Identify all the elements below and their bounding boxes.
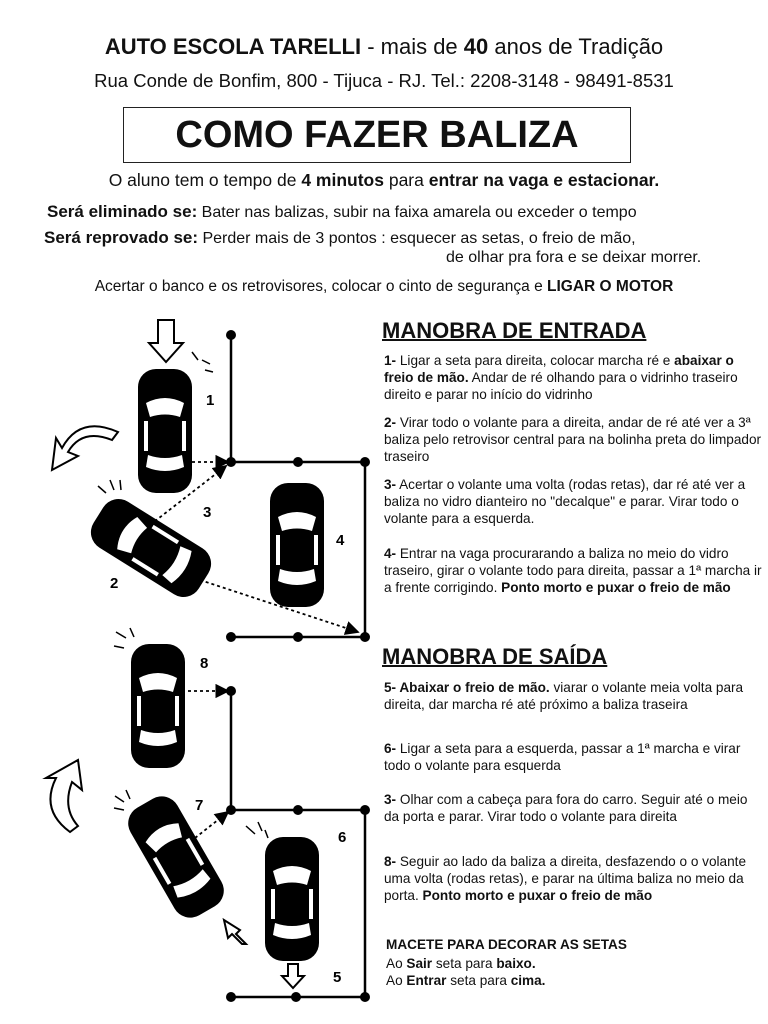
section-saida-title: MANOBRA DE SAÍDA xyxy=(382,644,608,669)
intro-d: entrar na vaga e estacionar. xyxy=(428,170,660,190)
label-3: 3 xyxy=(203,504,212,521)
bold-text: baixo. xyxy=(496,956,536,971)
macete-line-1 xyxy=(386,955,627,972)
bold-text: 4- xyxy=(384,546,397,561)
text: Ligar a seta para a esquerda, passar a 1ª marcha e virar todo o volante para esquerda xyxy=(384,741,741,773)
path-arrows xyxy=(150,462,358,838)
bold-text: 5- Abaixar o freio de mão. xyxy=(384,680,550,695)
entrada-step xyxy=(384,545,764,596)
bold-text: 3- xyxy=(384,792,397,807)
label-5: 5 xyxy=(333,969,342,986)
bold-text: Entrar xyxy=(406,973,447,988)
reprovado-text: Perder mais de 3 pontos : esquecer as setas, o freio de mão, xyxy=(198,230,636,247)
intro-b: 4 minutos xyxy=(301,170,384,190)
reprovado-label: Será reprovado se: xyxy=(44,228,199,247)
entrada-step xyxy=(384,352,764,403)
macete xyxy=(386,936,627,989)
bold-text: 8- xyxy=(384,854,397,869)
label-1: 1 xyxy=(206,392,215,409)
curved-arrow-icon xyxy=(46,760,82,832)
bold-text: Sair xyxy=(406,956,433,971)
address: Rua Conde de Bonfim, 800 - Tijuca - RJ. Tel.: 2208-3148 - 98491-8531 xyxy=(94,70,674,91)
parking-diagram xyxy=(0,0,380,1024)
label-7: 7 xyxy=(195,797,204,814)
bold-text: 3- xyxy=(384,477,397,492)
bold-text: 1- xyxy=(384,353,397,368)
entrada-step xyxy=(384,414,764,465)
tagline: - mais de xyxy=(361,34,464,59)
arrow-down-icon xyxy=(149,320,183,362)
bold-text: 6- xyxy=(384,741,397,756)
reprovado-text-2: de olhar pra fora e se deixar morrer. xyxy=(446,249,702,266)
intro-c: para xyxy=(383,170,429,190)
bold-text: Ponto morto e puxar o freio de mão xyxy=(422,888,653,903)
car-2 xyxy=(84,492,218,604)
arrow-up-left-icon xyxy=(224,920,246,944)
text: Acertar o volante uma volta (rodas retas), dar ré até ver a baliza no vidro dianteiro no "decalque" e parar. Virar todo o volante para a esquerda. xyxy=(384,477,746,526)
text: Seguir ao lado da baliza a direita, desfazendo o o volante uma volta (rodas retas), e parar na última baliza no meio da porta. xyxy=(384,854,747,903)
text: viarar o volante meia volta para direita, dar marcha ré até próximo a baliza traseira xyxy=(384,680,744,712)
text: Ao xyxy=(386,956,407,971)
label-4: 4 xyxy=(336,532,345,549)
text: Ao xyxy=(386,973,407,988)
macete-line-2 xyxy=(386,972,627,989)
curved-arrow-icon xyxy=(52,426,118,470)
years: 40 xyxy=(463,34,489,59)
car-8 xyxy=(131,644,185,768)
car-6 xyxy=(265,837,319,961)
text: Entrar na vaga procurarando a baliza no meio do vidro traseiro, girar o volante todo para direita, passar a 1ª marcha ir a frente corrigindo. xyxy=(384,546,762,595)
arrow-down-icon xyxy=(282,964,304,988)
final-bold: LIGAR O MOTOR xyxy=(547,278,674,295)
text: Ligar a seta para direita, colocar marcha ré e xyxy=(396,353,675,368)
macete-title: MACETE PARA DECORAR AS SETAS xyxy=(386,937,627,952)
label-8: 8 xyxy=(200,655,209,672)
tagline-end: anos de Tradição xyxy=(488,34,664,59)
saida-step xyxy=(384,740,764,774)
bold-text: cima. xyxy=(510,973,546,988)
label-2: 2 xyxy=(110,575,119,592)
saida-step xyxy=(384,853,764,904)
label-6: 6 xyxy=(338,829,347,846)
saida-step xyxy=(384,679,764,713)
text: seta para xyxy=(432,956,497,971)
text: Olhar com a cabeça para fora do carro. Seguir até o meio da porta e parar. Virar todo o volante para direita xyxy=(384,792,748,824)
text: seta para xyxy=(446,973,511,988)
section-entrada-title: MANOBRA DE ENTRADA xyxy=(382,318,647,343)
page-title: COMO FAZER BALIZA xyxy=(123,107,631,163)
car-4 xyxy=(270,483,324,607)
entrada-step xyxy=(384,476,764,527)
bold-text: Ponto morto e puxar o freio de mão xyxy=(501,580,731,595)
bold-text: abaixar o freio de mão. xyxy=(384,353,734,385)
text: Andar de ré olhando para o vidrinho traseiro direito e parar no início do vidrinho xyxy=(384,370,738,402)
intro-a: O aluno tem o tempo de xyxy=(108,170,302,190)
text: Virar todo o volante para a direita, andar de ré até ver a 3ª baliza pelo retrovisor central para na bolinha preta do limpador traseiro xyxy=(384,415,762,464)
school-name: AUTO ESCOLA TARELLI xyxy=(104,34,362,59)
eliminado-label: Será eliminado se: xyxy=(47,202,198,221)
saida-step xyxy=(384,791,764,825)
final-text: Acertar o banco e os retrovisores, colocar o cinto de segurança e xyxy=(94,278,548,295)
bold-text: 2- xyxy=(384,415,397,430)
eliminado-text: Bater nas balizas, subir na faixa amarela ou exceder o tempo xyxy=(197,204,637,221)
car-1 xyxy=(138,369,192,493)
car-7 xyxy=(122,790,231,924)
